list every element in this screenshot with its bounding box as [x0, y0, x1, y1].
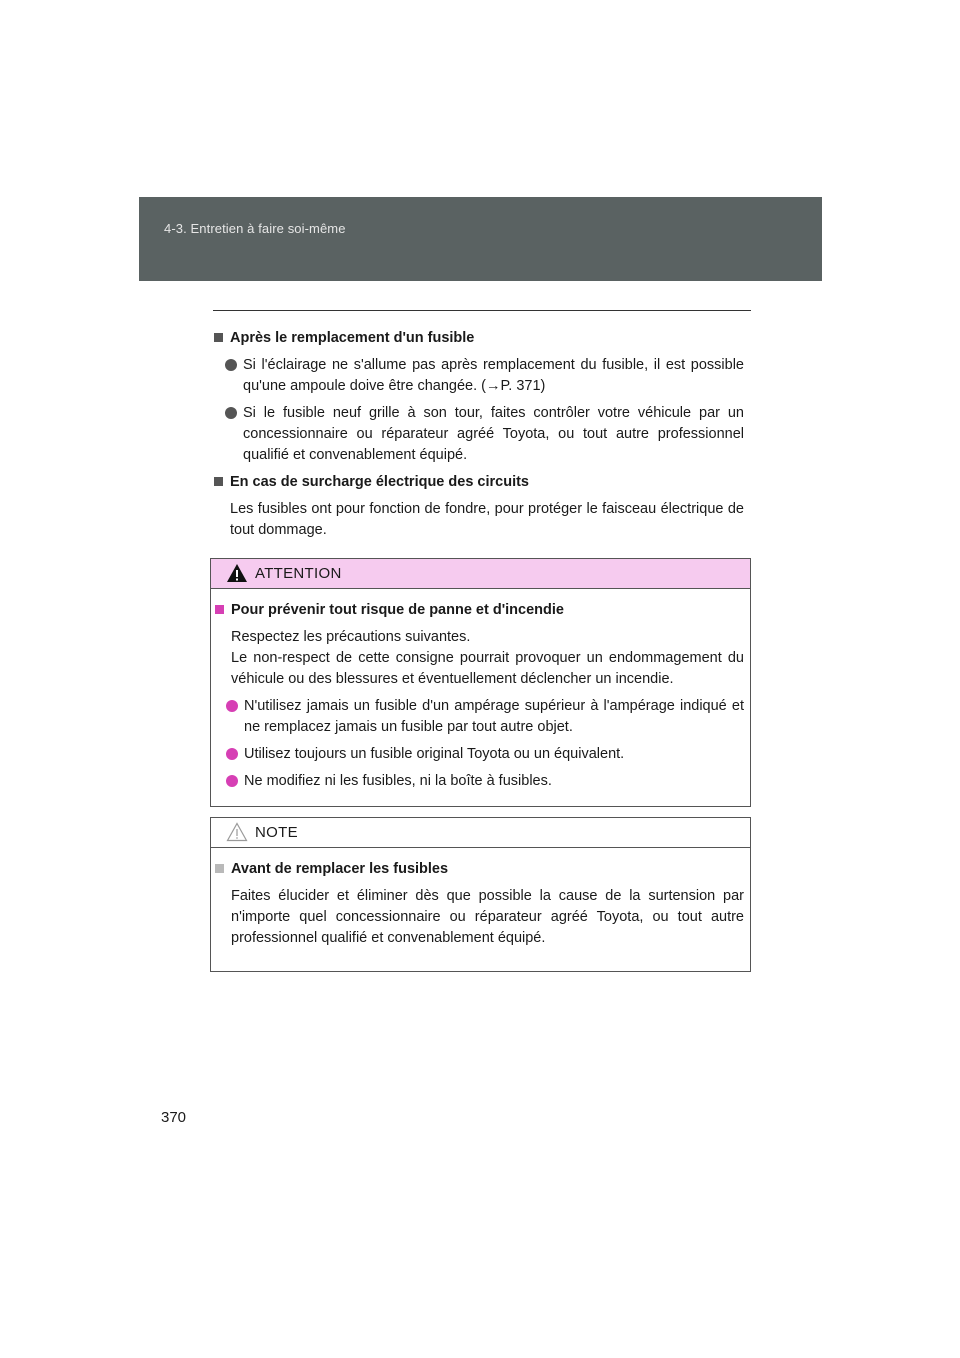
square-bullet-icon	[214, 333, 223, 342]
attention-heading: Pour prévenir tout risque de panne et d'incendie	[215, 600, 744, 621]
section-heading-overload: En cas de surcharge électrique des circuits	[214, 472, 744, 493]
note-heading: Avant de remplacer les fusibles	[215, 859, 744, 880]
section-heading-after-replacement: Après le remplacement d'un fusible	[214, 328, 744, 349]
round-bullet-icon	[226, 700, 238, 712]
note-header	[211, 818, 750, 848]
round-bullet-icon	[225, 407, 237, 419]
round-bullet-icon	[226, 748, 238, 760]
list-item: N'utilisez jamais un fusible d'un ampérage supérieur à l'ampérage indiqué et ne remplacez jamais un fusible par tout autre objet.	[215, 696, 744, 738]
attention-intro: Respectez les précautions suivantes. Le non-respect de cette consigne pourrait provoquer un endommagement du véhicule ou des blessures et éventuellement déclencher un incendie.	[231, 629, 744, 687]
square-bullet-icon	[215, 864, 224, 873]
section-title: 4-3. Entretien à faire soi-même	[164, 221, 346, 236]
list-item: Ne modifiez ni les fusibles, ni la boîte à fusibles.	[215, 771, 744, 792]
main-content	[214, 328, 744, 547]
warning-triangle-icon	[226, 563, 248, 583]
section-header-band	[139, 197, 822, 281]
note-box	[210, 817, 751, 972]
note-paragraph: Faites élucider et éliminer dès que possible la cause de la surtension par n'importe quel concessionnaire ou réparateur agréé Toyota, ou tout autre professionnel qualifié et convenablement équipé.	[231, 888, 744, 946]
note-body	[211, 848, 750, 971]
attention-body	[211, 589, 750, 806]
note-label: NOTE	[255, 824, 298, 841]
round-bullet-icon	[226, 775, 238, 787]
attention-label: ATTENTION	[255, 565, 342, 582]
attention-box	[210, 558, 751, 807]
caution-triangle-outline-icon	[226, 822, 248, 842]
list-item: Si l'éclairage ne s'allume pas après remplacement du fusible, il est possible qu'une ampoule doive être changée. (→P. 371)	[214, 355, 744, 397]
list-item: Utilisez toujours un fusible original Toyota ou un équivalent.	[215, 744, 744, 765]
attention-header	[211, 559, 750, 589]
page-number: 370	[161, 1109, 187, 1126]
square-bullet-icon	[215, 605, 224, 614]
square-bullet-icon	[214, 477, 223, 486]
top-rule	[213, 310, 751, 311]
section-paragraph: Les fusibles ont pour fonction de fondre, pour protéger le faisceau électrique de tout dommage.	[230, 501, 744, 538]
list-item: Si le fusible neuf grille à son tour, faites contrôler votre véhicule par un concessionnaire ou réparateur agréé Toyota, ou tout autre professionnel qualifié et convenablement équipé.	[214, 403, 744, 466]
round-bullet-icon	[225, 359, 237, 371]
